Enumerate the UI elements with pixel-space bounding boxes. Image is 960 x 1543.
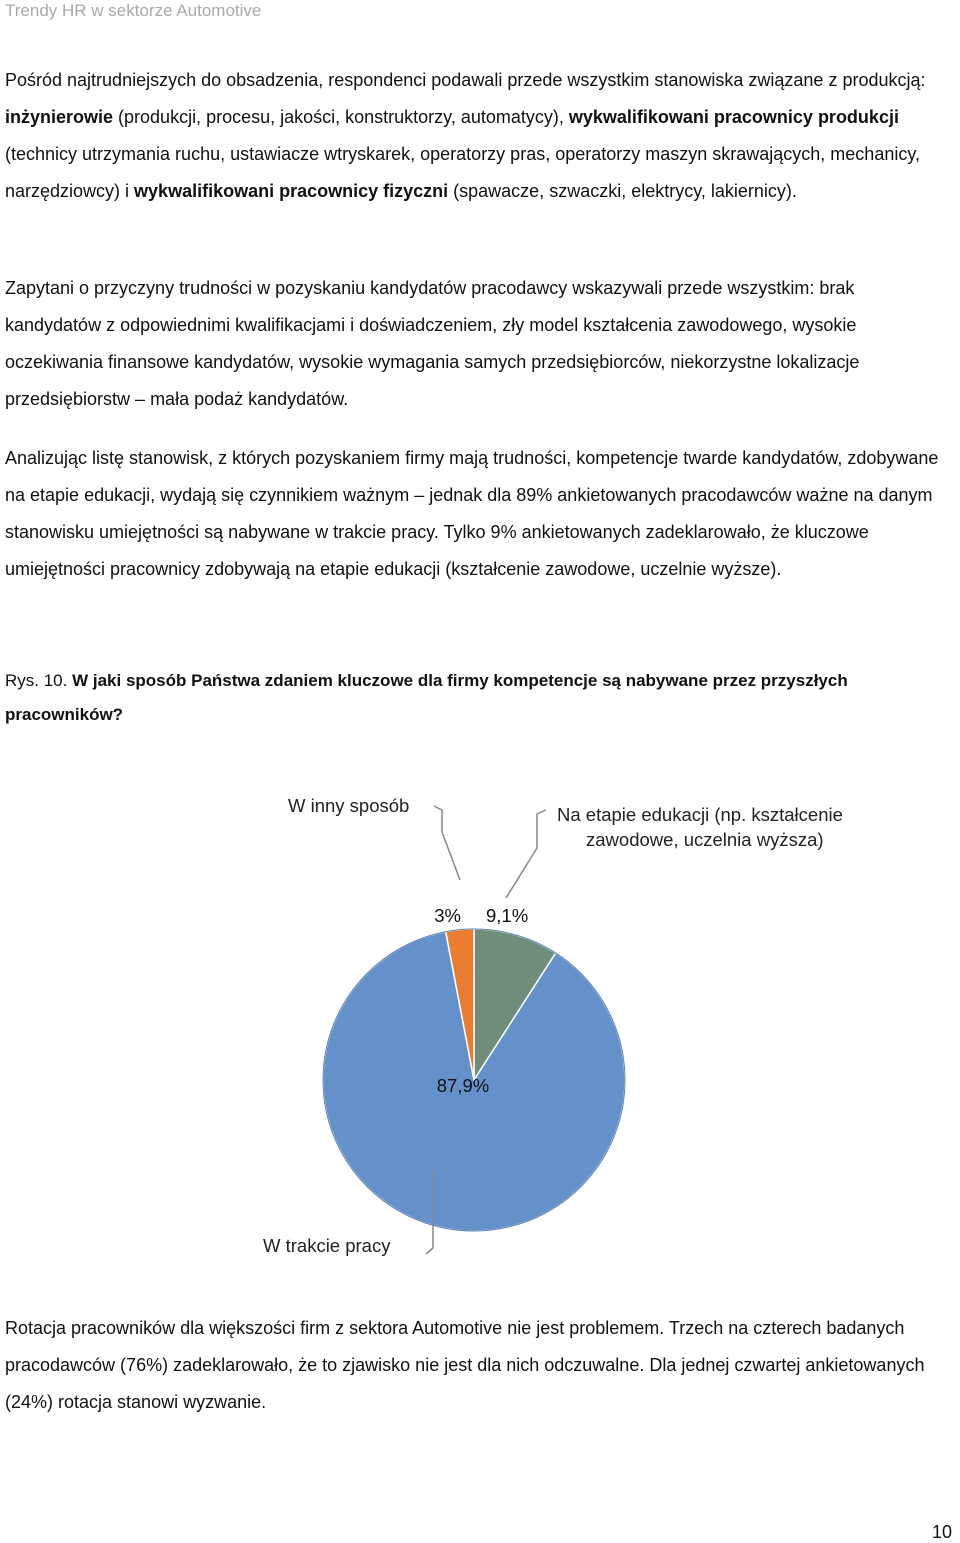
- para1-text-2: (produkcji, procesu, jakości, konstruktorzy, automatycy),: [113, 107, 569, 127]
- pie-chart: [0, 770, 960, 1270]
- pie-value-label-na-etapie-edukacji-np-kszta-ce: 9,1%: [486, 905, 529, 926]
- pie-value-label-w-trakcie-pracy: 87,9%: [436, 1075, 490, 1096]
- running-header: Trendy HR w sektorze Automotive: [5, 1, 262, 20]
- para1-text-4: (spawacze, szwaczki, elektrycy, lakiernicy).: [448, 181, 797, 201]
- para1-text-3: (technicy utrzymania ruchu, ustawiacze wtryskarek, operatorzy pras, operatorzy maszyn skrawających, mechanicy, narzędziowcy) i: [5, 144, 921, 201]
- paragraph-hard-to-fill-positions: [5, 62, 940, 210]
- para1-text-1: Pośród najtrudniejszych do obsadzenia, respondenci podawali przede wszystkim stanowiska związane z produkcją:: [5, 70, 926, 90]
- page-number: 10: [931, 1522, 952, 1542]
- pie-value-label-w-inny-sposob: 3%: [434, 905, 461, 926]
- paragraph-competencies: Analizując listę stanowisk, z których pozyskaniem firmy mają trudności, kompetencje twarde kandydatów, zdobywane na etapie edukacji, wydają się czynnikiem ważnym – jednak dla 89% ankietowanych pracodawców ważne na danym stanowisku umiejętności są nabywane w trakcie pracy. Tylko 9% ankietowanych zadeklarowało, że kluczowe umiejętności pracownicy zdobywają na etapie edukacji (kształcenie zawodowe, uczelnie wyższe).: [5, 448, 939, 579]
- para1-bold-production-workers: wykwalifikowani pracownicy produkcji: [568, 107, 899, 127]
- para1-bold-engineers: inżynierowie: [5, 107, 114, 127]
- pie-leader-line-na-etapie-edukacji-np-kszta-ce: [506, 810, 546, 898]
- figure-caption: [5, 664, 940, 732]
- figure-caption-title: W jaki sposób Państwa zdaniem kluczowe dla firmy kompetencje są nabywane przez przyszłych pracowników?: [5, 671, 848, 724]
- pie-category-label-na-etapie-edukacji-np-kszta-ce-1: Na etapie edukacji (np. kształcenie: [557, 804, 843, 825]
- pie-category-label-w-trakcie-pracy-1: W trakcie pracy: [263, 1235, 391, 1256]
- pie-leader-line-w-inny-sposob: [434, 806, 460, 880]
- para1-bold-manual-workers: wykwalifikowani pracownicy fizyczni: [134, 181, 449, 201]
- paragraph-recruitment-difficulties: Zapytani o przyczyny trudności w pozyskaniu kandydatów pracodawcy wskazywali przede wszystkim: brak kandydatów z odpowiednimi kwalifikacjami i doświadczeniem, zły model kształcenia zawodowego, wysokie oczekiwania finansowe kandydatów, wysokie wymagania samych przedsiębiorców, niekorzystne lokalizacje przedsiębiorstw – mała podaż kandydatów.: [5, 278, 860, 409]
- figure-caption-prefix: Rys. 10.: [5, 671, 73, 690]
- paragraph-rotation: Rotacja pracowników dla większości firm z sektora Automotive nie jest problemem. Trzech na czterech badanych pracodawców (76%) zadeklarowało, że to zjawisko nie jest dla nich odczuwalne. Dla jednej czwartej ankietowanych (24%) rotacja stanowi wyzwanie.: [5, 1318, 925, 1412]
- pie-category-label-na-etapie-edukacji-np-kszta-ce-2: zawodowe, uczelnia wyższa): [586, 829, 824, 850]
- pie-category-label-w-inny-sposob-1: W inny sposób: [288, 795, 410, 816]
